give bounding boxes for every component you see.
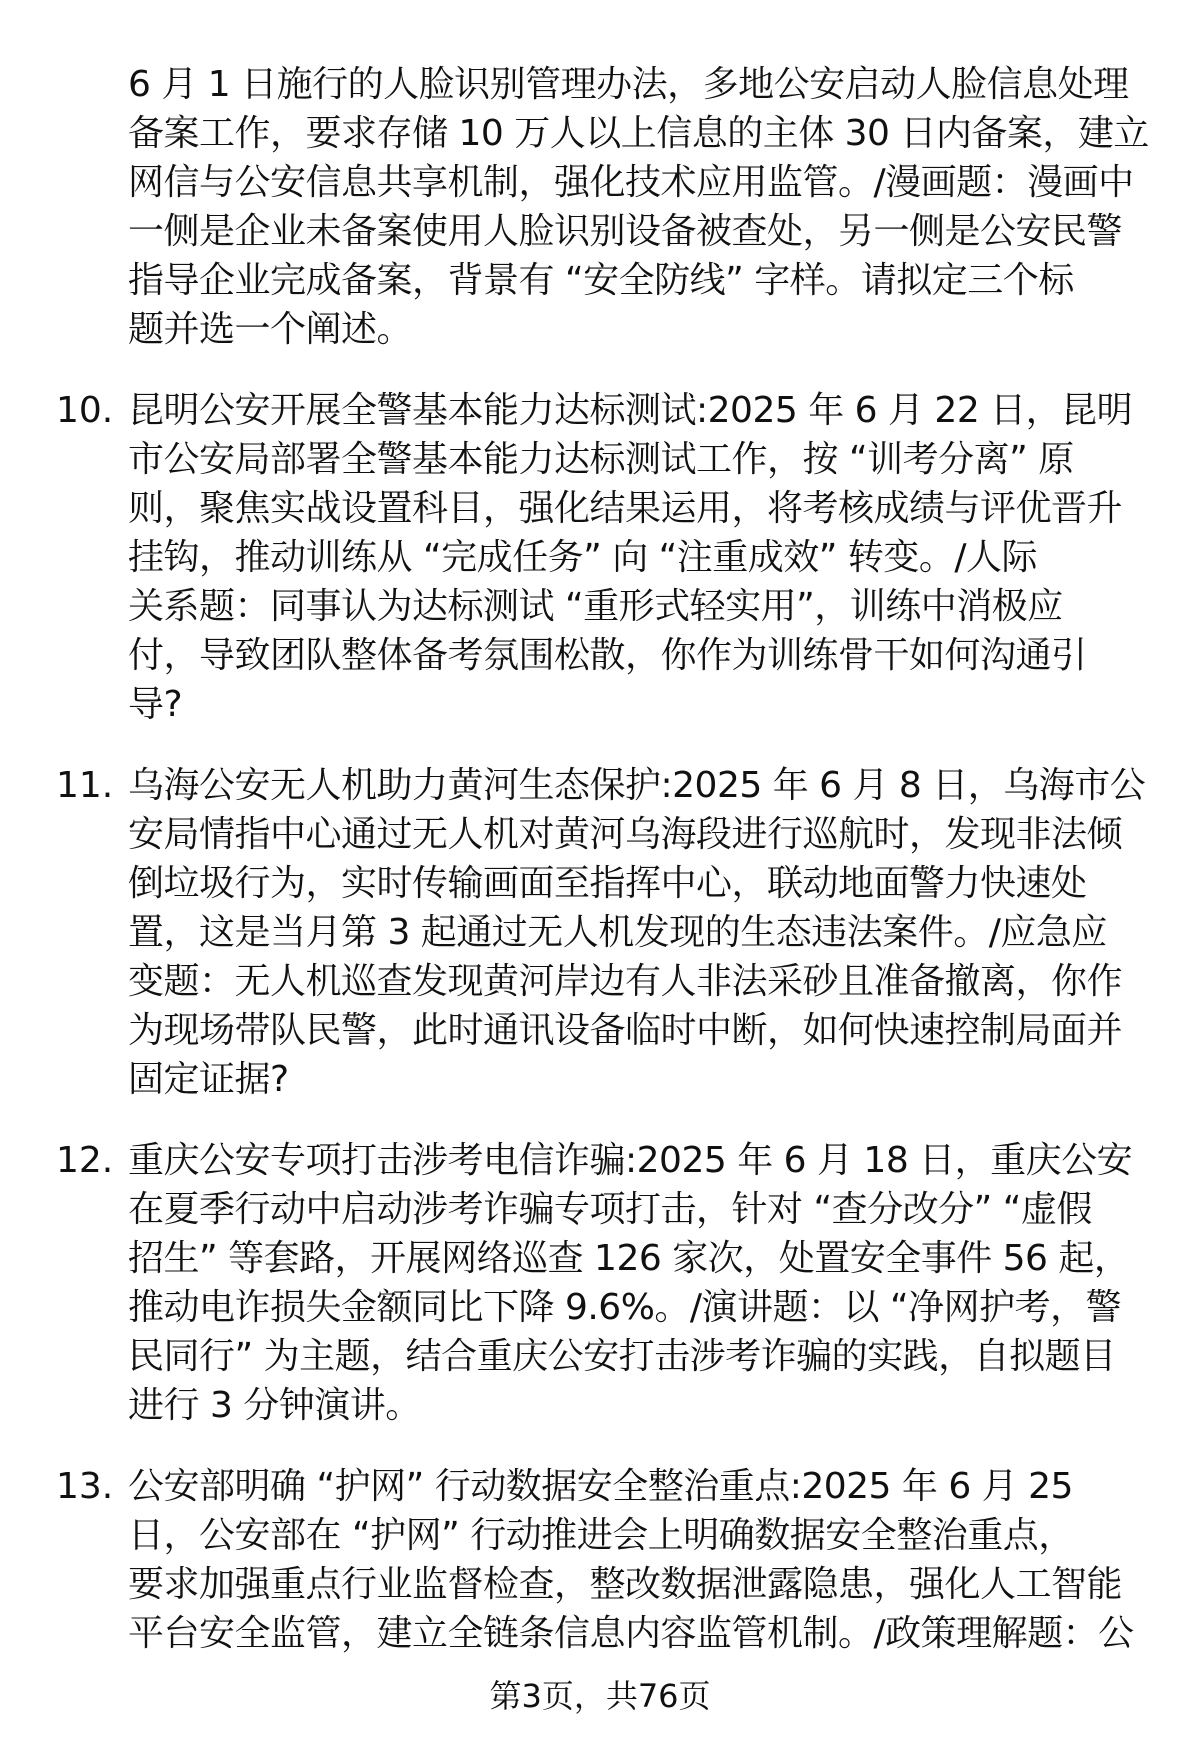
text-line: 一侧是企业未备案使用人脸识别设备被查处，另一侧是公安民警: [128, 211, 1123, 252]
text-line: 民同行” 为主题，结合重庆公安打击涉考诈骗的实践，自拟题目: [128, 1336, 1116, 1377]
page-content: [0, 60, 1200, 1690]
text-line: 变题：无人机巡查发现黄河岸边有人非法采砂且准备撤离，你作: [128, 961, 1123, 1002]
text-line: 平台安全监管，建立全链条信息内容监管机制。/政策理解题：公: [128, 1613, 1134, 1654]
text-line: 付，导致团队整体备考氛围松散，你作为训练骨干如何沟通引: [128, 635, 1087, 676]
item-number: 13.: [56, 1466, 114, 1507]
intro-paragraph: [0, 60, 1200, 354]
text-line: 指导企业完成备案，背景有 “安全防线” 字样。请拟定三个标: [128, 260, 1074, 301]
text-line: 招生” 等套路，开展网络巡查 126 家次，处置安全事件 56 起，: [128, 1238, 1130, 1279]
text-line: 为现场带队民警，此时通讯设备临时中断，如何快速控制局面并: [128, 1010, 1123, 1051]
text-line: 日，公安部在 “护网” 行动推进会上明确数据安全整治重点，: [128, 1515, 1074, 1556]
text-line: 6 月 1 日施行的人脸识别管理办法，多地公安启动人脸信息处理: [128, 64, 1129, 105]
list-item-11: [0, 761, 1200, 1104]
text-line: 备案工作，要求存储 10 万人以上信息的主体 30 日内备案，建立: [128, 113, 1149, 154]
item-number: 10.: [56, 390, 114, 431]
text-line: 倒垃圾行为，实时传输画面至指挥中心，联动地面警力快速处: [128, 863, 1087, 904]
text-line: 网信与公安信息共享机制，强化技术应用监管。/漫画题：漫画中: [128, 162, 1134, 203]
list-item-13: [0, 1462, 1200, 1658]
text-line: 进行 3 分钟演讲。: [128, 1385, 421, 1426]
text-line: 关系题：同事认为达标测试 “重形式轻实用”，训练中消极应: [128, 586, 1063, 627]
text-line: 公安部明确 “护网” 行动数据安全整治重点:2025 年 6 月 25: [128, 1466, 1073, 1507]
list-item-12: [0, 1136, 1200, 1430]
page-number: 第3页，共76页: [489, 1677, 711, 1715]
item-number: 11.: [56, 765, 114, 806]
text-line: 置，这是当月第 3 起通过无人机发现的生态违法案件。/应急应: [128, 912, 1107, 953]
list-item-10: [0, 386, 1200, 729]
text-line: 市公安局部署全警基本能力达标测试工作，按 “训考分离” 原: [128, 439, 1074, 480]
text-line: 则，聚焦实战设置科目，强化结果运用，将考核成绩与评优晋升: [128, 488, 1123, 529]
text-line: 安局情指中心通过无人机对黄河乌海段进行巡航时，发现非法倾: [128, 814, 1123, 855]
text-line: 固定证据?: [128, 1059, 289, 1100]
text-line: 重庆公安专项打击涉考电信诈骗:2025 年 6 月 18 日，重庆公安: [128, 1140, 1133, 1181]
text-line: 推动电诈损失金额同比下降 9.6%。/演讲题：以 “净网护考，警: [128, 1287, 1122, 1328]
text-line: 昆明公安开展全警基本能力达标测试:2025 年 6 月 22 日，昆明: [128, 390, 1133, 431]
text-line: 要求加强重点行业监督检查，整改数据泄露隐患，强化人工智能: [128, 1564, 1123, 1605]
item-number: 12.: [56, 1140, 114, 1181]
text-line: 导?: [128, 684, 183, 725]
text-line: 乌海公安无人机助力黄河生态保护:2025 年 6 月 8 日，乌海市公: [128, 765, 1146, 806]
text-line: 在夏季行动中启动涉考诈骗专项打击，针对 “查分改分” “虚假: [128, 1189, 1092, 1230]
text-line: 挂钩，推动训练从 “完成任务” 向 “注重成效” 转变。/人际: [128, 537, 1038, 578]
text-line: 题并选一个阐述。: [128, 309, 413, 350]
